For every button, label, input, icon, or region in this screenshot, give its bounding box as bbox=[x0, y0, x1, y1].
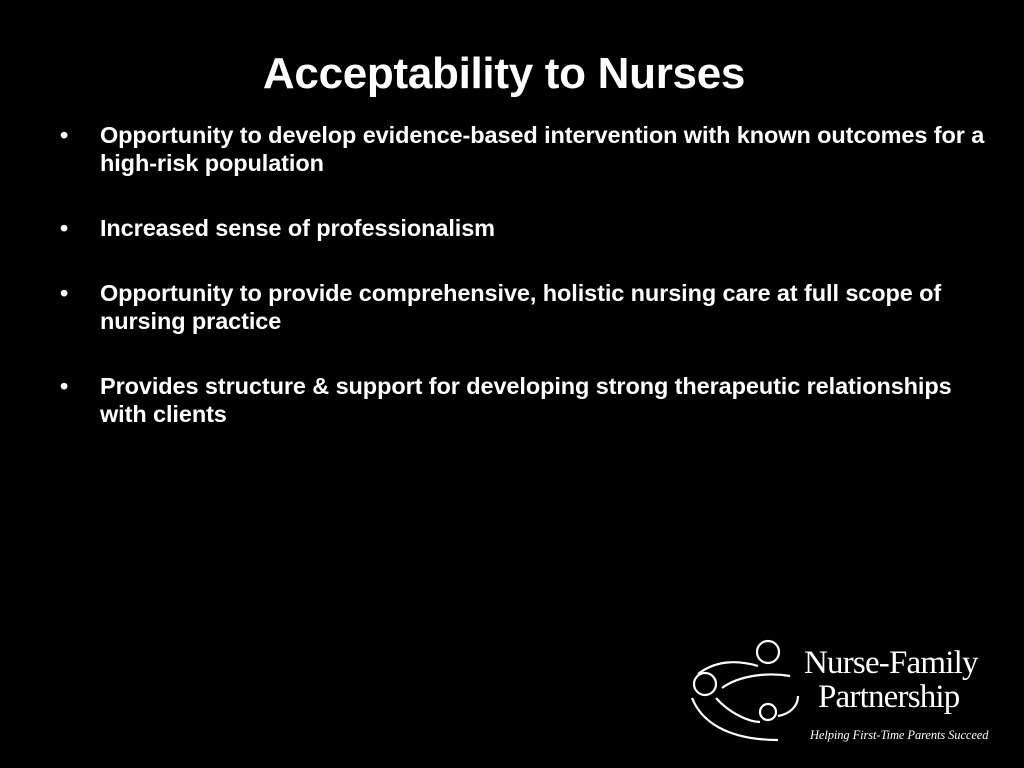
logo-wordmark bbox=[804, 646, 978, 714]
bullet-item bbox=[56, 279, 986, 335]
bullet-text: Opportunity to develop evidence-based intervention with known outcomes for a high-risk population bbox=[100, 122, 985, 176]
three-figures-circles-icon bbox=[686, 636, 806, 746]
bullet-item bbox=[56, 214, 986, 242]
logo-tagline: Helping First-Time Parents Succeed bbox=[810, 728, 989, 742]
bullet-text: Increased sense of professionalism bbox=[100, 215, 495, 241]
bullet-text: Provides structure & support for developing strong therapeutic relationships with clients bbox=[100, 373, 952, 427]
logo-name-line2: Partnership bbox=[818, 679, 960, 715]
nurse-family-partnership-logo bbox=[686, 636, 1006, 748]
bullet-item bbox=[56, 372, 986, 428]
bullet-marker: • bbox=[60, 280, 69, 306]
bullet-item bbox=[56, 121, 986, 177]
bullet-marker: • bbox=[60, 373, 69, 399]
logo-name-line1: Nurse-Family bbox=[804, 645, 978, 681]
bullet-list bbox=[56, 121, 986, 465]
bullet-text: Opportunity to provide comprehensive, holistic nursing care at full scope of nursing practice bbox=[100, 280, 942, 334]
bullet-marker: • bbox=[60, 215, 69, 241]
slide-title: Acceptability to Nurses bbox=[262, 49, 746, 98]
bullet-marker: • bbox=[60, 122, 69, 148]
